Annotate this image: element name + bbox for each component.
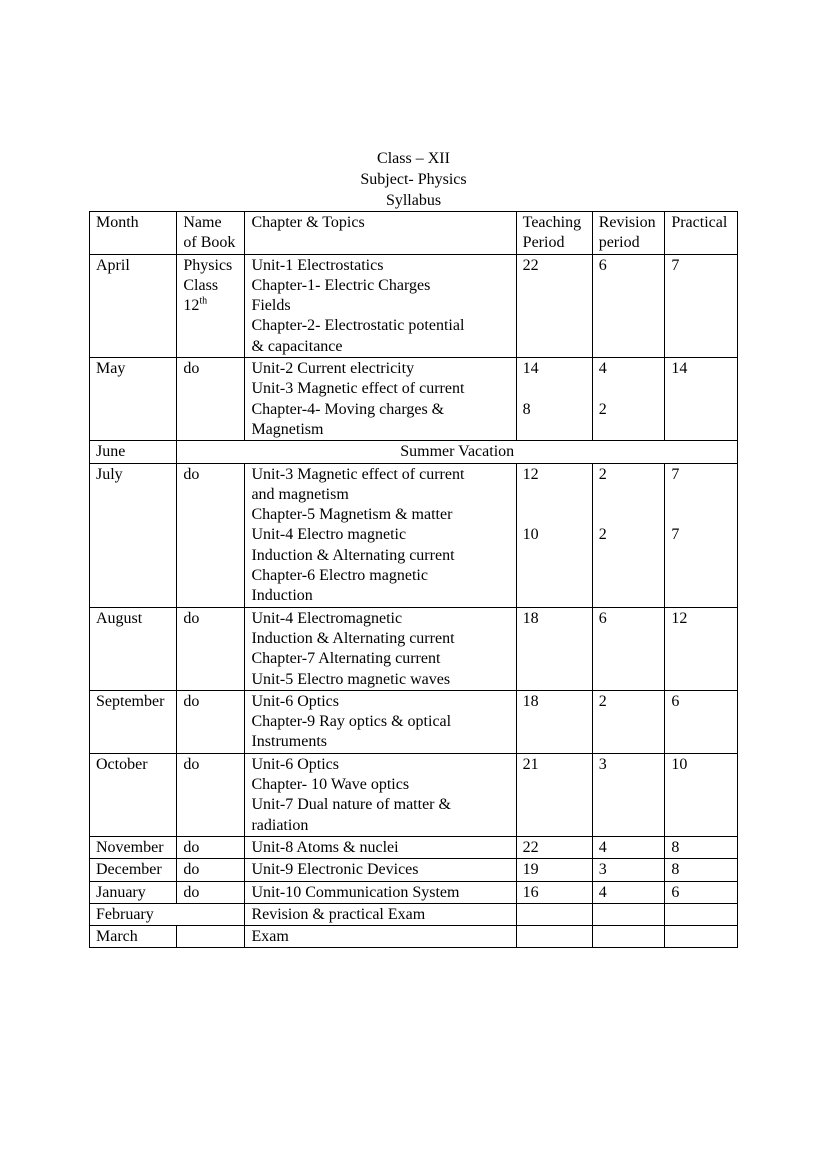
teaching-cell [516,903,592,925]
month-cell: May [90,358,177,441]
table-row [90,358,738,441]
teaching-cell: 12 10 [516,463,592,607]
month-cell: June [90,441,177,463]
topics-cell: Unit-9 Electronic Devices [245,859,516,881]
month-cell: January [90,881,177,903]
topics-cell: Unit-1 Electrostatics Chapter-1- Electric Charges Fields Chapter-2- Electrostatic potential & capacitance [245,254,516,357]
teaching-cell: 22 [516,254,592,357]
month-cell: April [90,254,177,357]
month-cell: November [90,836,177,858]
table-row [90,441,738,463]
header-teaching: Teaching Period [516,212,592,255]
table-row [90,463,738,607]
practical-cell: 14 [665,358,738,441]
book-cell: do [177,859,245,881]
revision-cell: 4 2 [592,358,665,441]
topics-cell: Unit-6 Optics Chapter-9 Ray optics & optical Instruments [245,690,516,753]
table-header-row [90,212,738,255]
revision-cell: 6 [592,254,665,357]
book-cell: do [177,358,245,441]
practical-cell: 8 [665,836,738,858]
teaching-cell: 18 [516,607,592,690]
book-cell: do [177,881,245,903]
topics-cell: Unit-6 Optics Chapter- 10 Wave optics Unit-7 Dual nature of matter & radiation [245,753,516,836]
table-row [90,607,738,690]
header-book: Name of Book [177,212,245,255]
book-cell: do [177,690,245,753]
practical-cell [665,903,738,925]
teaching-cell: 16 [516,881,592,903]
topics-cell: Exam [245,926,516,948]
vacation-note: Summer Vacation [177,441,738,463]
topics-cell: Revision & practical Exam [245,903,516,925]
month-cell: February [90,903,245,925]
revision-cell: 2 [592,690,665,753]
revision-cell: 6 [592,607,665,690]
practical-cell: 6 [665,690,738,753]
teaching-cell: 19 [516,859,592,881]
table-row [90,254,738,357]
teaching-cell: 21 [516,753,592,836]
header-revision: Revision period [592,212,665,255]
book-cell: do [177,753,245,836]
month-cell: September [90,690,177,753]
book-cell [177,926,245,948]
table-row [90,753,738,836]
book-cell: do [177,836,245,858]
practical-cell: 7 7 [665,463,738,607]
revision-cell: 4 [592,836,665,858]
book-cell: do [177,463,245,607]
teaching-cell: 18 [516,690,592,753]
book-cell: Physics Class 12th [177,254,245,357]
practical-cell: 10 [665,753,738,836]
teaching-cell [516,926,592,948]
revision-cell [592,903,665,925]
table-row [90,881,738,903]
practical-cell: 8 [665,859,738,881]
month-cell: December [90,859,177,881]
book-cell: do [177,607,245,690]
revision-cell: 3 [592,859,665,881]
practical-cell: 7 [665,254,738,357]
month-cell: October [90,753,177,836]
revision-cell [592,926,665,948]
topics-cell: Unit-2 Current electricity Unit-3 Magnetic effect of current Chapter-4- Moving charges & Magnetism [245,358,516,441]
month-cell: March [90,926,177,948]
subject-heading: Subject- Physics [360,171,467,188]
practical-cell [665,926,738,948]
revision-cell: 3 [592,753,665,836]
teaching-cell: 14 8 [516,358,592,441]
topics-cell: Unit-8 Atoms & nuclei [245,836,516,858]
class-heading: Class – XII [377,150,450,167]
syllabus-table [89,211,738,948]
month-cell: August [90,607,177,690]
table-row [90,690,738,753]
topics-cell: Unit-3 Magnetic effect of current and magnetism Chapter-5 Magnetism & matter Unit-4 Electro magnetic Induction & Alternating current Chapter-6 Electro magnetic Induction [245,463,516,607]
header-chapters: Chapter & Topics [245,212,516,255]
table-row [90,926,738,948]
header-month: Month [90,212,177,255]
practical-cell: 6 [665,881,738,903]
table-row [90,836,738,858]
topics-cell: Unit-4 Electromagnetic Induction & Alternating current Chapter-7 Alternating current Unit-5 Electro magnetic waves [245,607,516,690]
revision-cell: 2 2 [592,463,665,607]
table-row [90,903,738,925]
topics-cell: Unit-10 Communication System [245,881,516,903]
table-row [90,859,738,881]
syllabus-heading: Syllabus [385,192,442,209]
month-cell: July [90,463,177,607]
revision-cell: 4 [592,881,665,903]
teaching-cell: 22 [516,836,592,858]
header-practical: Practical [665,212,738,255]
practical-cell: 12 [665,607,738,690]
